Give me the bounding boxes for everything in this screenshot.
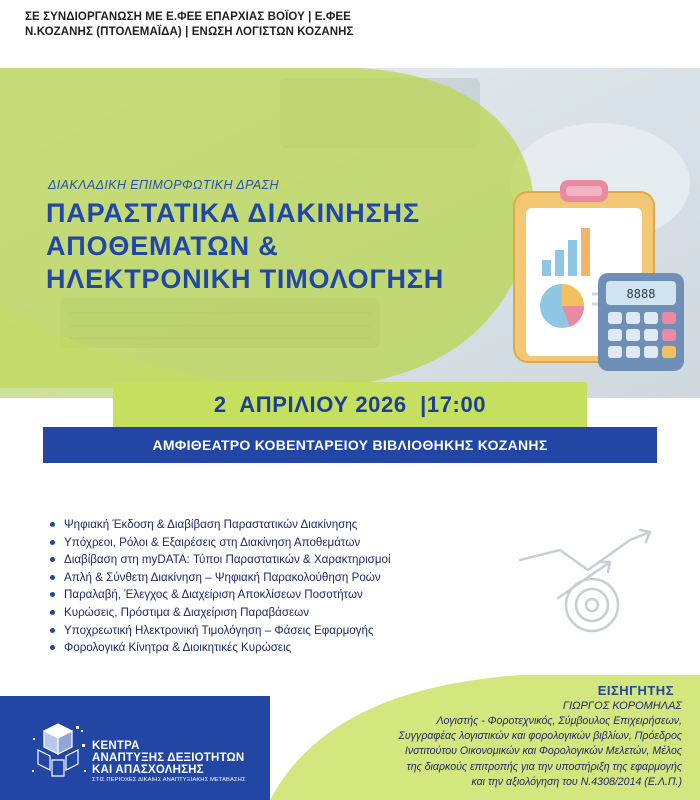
speaker-block (242, 683, 682, 790)
speaker-bio (242, 714, 682, 790)
bullet-icon (50, 575, 55, 580)
topic-text: Υποχρεωτική Ηλεκτρονική Τιμολόγηση – Φάσεις Εφαρμογής (64, 623, 374, 637)
speaker-bio-line-2: Συγγραφέας λογιστικών και φορολογικών βιβλίων, Πρόεδρος (398, 730, 682, 743)
event-venue: ΑΜΦΙΘΕΑΤΡΟ ΚΟΒΕΝΤΑΡΕΙΟΥ ΒΙΒΛΙΟΘΗΚΗΣ ΚΟΖΑΝΗΣ (152, 437, 548, 453)
topic-text: Παραλαβή, Έλεγχος & Διαχείριση Αποκλίσεων Ποσοτήτων (64, 588, 363, 602)
bullet-icon (50, 557, 55, 562)
topic-text: Φορολογικά Κίνητρα & Διοικητικές Κυρώσεις (64, 641, 292, 655)
speaker-bio-line-5: και την αξιολόγηση του Ν.4308/2014 (Ε.Λ.Π.) (471, 775, 682, 788)
topic-text: Απλή & Σύνθετη Διακίνηση – Ψηφιακή Παρακολούθηση Ροών (64, 570, 381, 584)
list-item (50, 606, 520, 624)
event-subtitle: ΔΙΑΚΛΑΔΙΚΗ ΕΠΙΜΟΡΦΩΤΙΚΗ ΔΡΑΣΗ (48, 178, 279, 192)
list-item (50, 571, 520, 589)
list-item (50, 624, 520, 642)
organizers-line-1: ΣΕ ΣΥΝΔΙΟΡΓΑΝΩΣΗ ΜΕ Ε.ΦΕΕ ΕΠΑΡΧΙΑΣ ΒΟΪΟΥ | Ε.ΦΕΕ (25, 11, 351, 23)
list-item (50, 518, 520, 536)
list-item (50, 536, 520, 554)
clipboard-calculator-icon (500, 178, 690, 373)
organizers-header (25, 10, 405, 40)
venue-band (43, 427, 657, 463)
event-title-line-2: ΑΠΟΘΕΜΑΤΩΝ & (46, 231, 279, 261)
topics-list (50, 518, 520, 659)
bullet-icon (50, 522, 55, 527)
speaker-name: ΓΙΩΡΓΟΣ ΚΟΡΟΜΗΛΑΣ (562, 700, 682, 712)
speaker-bio-line-4: της διαρκούς επιτροπής για την υποστήριξη της εφαρμογής (406, 760, 682, 773)
cubes-logo-icon (28, 720, 92, 782)
list-item (50, 553, 520, 571)
bullet-icon (50, 540, 55, 545)
target-arrow-icon (500, 520, 670, 640)
event-date-time: 2 ΑΠΡΙΛΙΟΥ 2026 |17:00 (213, 392, 487, 417)
event-title (46, 197, 516, 296)
list-item (50, 641, 520, 659)
logo-tagline: ΣΤΙΣ ΠΕΡΙΟΧΕΣ ΔΙΚΑΙΗΣ ΑΝΑΠΤΥΞΙΑΚΗΣ ΜΕΤΑΒΑΣΗΣ (92, 777, 246, 783)
bullet-icon (50, 592, 55, 597)
speaker-bio-line-1: Λογιστής - Φοροτεχνικός, Σύμβουλος Επιχειρήσεων, (436, 715, 682, 727)
topic-text: Ψηφιακή Έκδοση & Διαβίβαση Παραστατικών Διακίνησης (64, 518, 358, 531)
topic-text: Υπόχρεοι, Ρόλοι & Εξαιρέσεις στη Διακίνηση Αποθεμάτων (64, 535, 361, 549)
event-title-line-3: ΗΛΕΚΤΡΟΝΙΚΗ ΤΙΜΟΛΟΓΗΣΗ (46, 264, 445, 294)
logo-line-2: ΑΝΑΠΤΥΞΗΣ ΔΕΞΙΟΤΗΤΩΝ (92, 752, 245, 764)
bullet-icon (50, 610, 55, 615)
bullet-icon (50, 645, 55, 650)
logo-text (92, 740, 267, 785)
speaker-label: ΕΙΣΗΓΗΤΗΣ (597, 683, 674, 698)
logo-line-3: ΚΑΙ ΑΠΑΣΧΟΛΗΣΗΣ (92, 764, 204, 776)
speaker-bio-line-3: Ινστιτούτου Οικονομικών και Φορολογικών Μελετών, Μέλος (404, 745, 682, 758)
organizers-line-2: Ν.ΚΟΖΑΝΗΣ (ΠΤΟΛΕΜΑΪΔΑ) | ΕΝΩΣΗ ΛΟΓΙΣΤΩΝ ΚΟΖΑΝΗΣ (25, 26, 354, 38)
logo-line-1: ΚΕΝΤΡΑ (92, 740, 140, 752)
topic-text: Κυρώσεις, Πρόστιμα & Διαχείριση Παραβάσεων (64, 605, 310, 619)
topic-text: Διαβίβαση στη myDATA: Τύποι Παραστατικών & Χαρακτηρισμοί (64, 553, 391, 567)
event-title-line-1: ΠΑΡΑΣΤΑΤΙΚΑ ΔΙΑΚΙΝΗΣΗΣ (46, 198, 420, 228)
bullet-icon (50, 628, 55, 633)
list-item (50, 588, 520, 606)
svg-text:8888: 8888 (626, 287, 656, 301)
